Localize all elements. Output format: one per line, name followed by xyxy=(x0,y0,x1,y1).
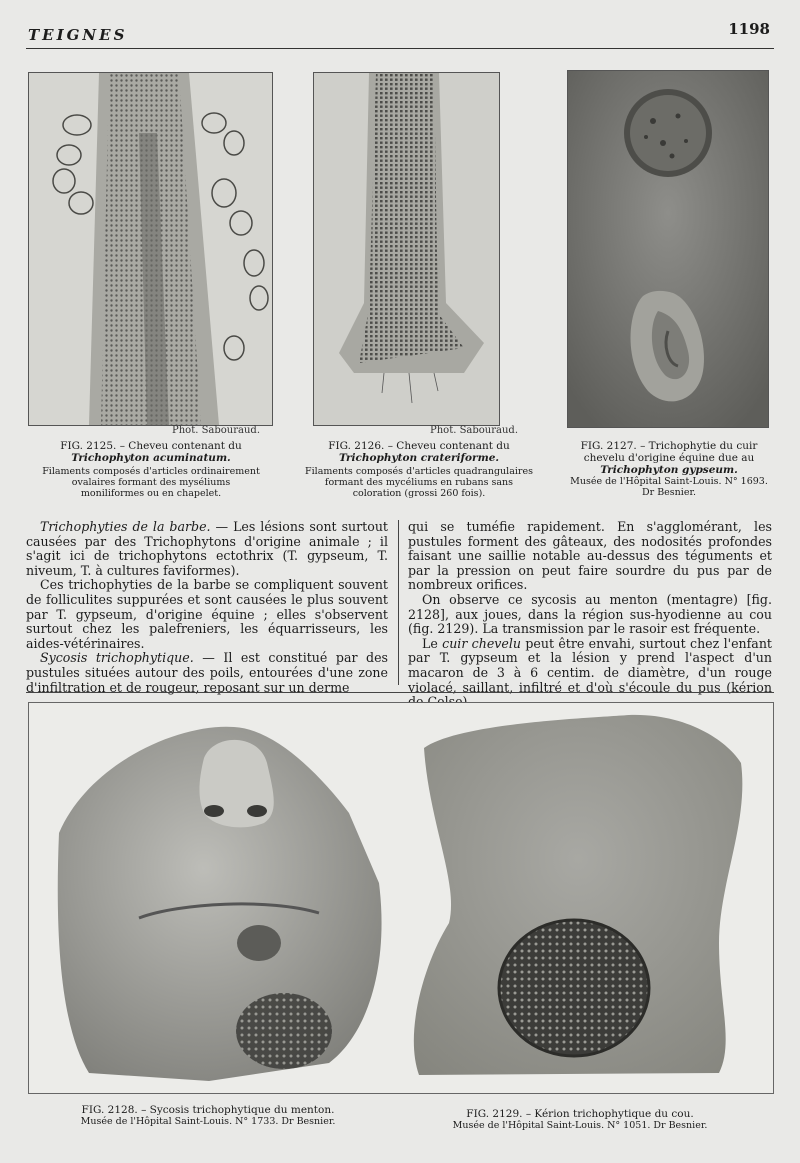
figure-2127-doctor: Dr Besnier. xyxy=(642,487,696,498)
paragraph-cuir-chevelu xyxy=(408,637,772,710)
figure-2127-species: Trichophyton gypseum. xyxy=(600,464,738,476)
header-rule xyxy=(26,48,774,49)
text-column-left xyxy=(26,520,388,695)
figure-2128-label: FIG. 2128. xyxy=(81,1104,138,1116)
section-rule xyxy=(26,692,774,693)
figure-2125-title: – Cheveu contenant du xyxy=(119,440,242,452)
paragraph-pustules: qui se tuméfie rapidement. En s'agglomérant, les pustules forment des gâteaux, des nodosités profondes faisant une saillie notable au-dessus des téguments et par la pression on peut faire sourdre du pus par de nombreux orifices. xyxy=(408,519,772,593)
micrograph-hair-acuminatum xyxy=(29,73,272,425)
term-cuir-chevelu: cuir chevelu xyxy=(442,635,521,651)
bottom-plate xyxy=(28,702,774,1094)
figure-2125-species: Trichophyton acuminatum. xyxy=(71,452,231,464)
figure-2127-caption xyxy=(560,440,778,498)
figure-2125-caption xyxy=(40,440,262,499)
page-number: 1198 xyxy=(728,20,770,38)
figure-2126-label: FIG. 2126. xyxy=(328,440,385,452)
paragraph-cuir-chevelu-pre: Le xyxy=(422,635,443,651)
paragraph-barbe-text: — Les lésions sont surtout causées par des Trichophytons d'origine animale ; il s'agit ici de trichophytons ectothrix (T. gypseum, T. niveum, T. à cultures faviformes). xyxy=(26,519,388,578)
paragraph-complications: Ces trichophyties de la barbe se compliquent souvent de folliculites suppurées et sont causées le plus souvent par T. gypseum, d'origine équine ; elles s'observent surtout chez les palefreniers, les équarrisseurs, les aides-vétérinaires. xyxy=(26,577,388,651)
figure-2126-credit: Phot. Sabouraud. xyxy=(430,425,519,436)
figure-2129-title: – Kérion trichophytique du cou. xyxy=(525,1108,694,1120)
figure-2125-label: FIG. 2125. xyxy=(60,440,117,452)
figure-2127-label: FIG. 2127. xyxy=(580,440,637,452)
figure-2128-caption xyxy=(48,1104,368,1127)
figure-2127-museum: Musée de l'Hôpital Saint-Louis. N° 1693. xyxy=(570,476,768,487)
figure-2128-title: – Sycosis trichophytique du menton. xyxy=(141,1104,335,1116)
figure-2125-credit: Phot. Sabouraud. xyxy=(172,425,261,436)
paragraph-sycosis-text: — Il est constitué par des pustules situées autour des poils, entourées d'une zone d'infiltration et de rougeur, reposant sur un derme xyxy=(26,650,388,695)
wax-moulages-photo xyxy=(29,703,773,1093)
running-title: TEIGNES xyxy=(28,26,128,44)
figure-2129-label: FIG. 2129. xyxy=(466,1108,523,1120)
figure-2126-title: – Cheveu contenant du xyxy=(387,440,510,452)
heading-sycosis: Sycosis trichophytique. xyxy=(40,650,194,666)
figure-2126-photo xyxy=(313,72,500,426)
figure-2127-title: – Trichophytie du cuir chevelu d'origine équine due au xyxy=(583,440,758,464)
figure-2129-museum: Musée de l'Hôpital Saint-Louis. N° 1051. Dr Besnier. xyxy=(452,1120,708,1131)
paragraph-barbe xyxy=(26,520,388,578)
column-divider xyxy=(398,520,399,685)
paragraph-localisation: On observe ce sycosis au menton (mentagre) [fig. 2128], aux joues, dans la région sus-hyodienne au cou (fig. 2129). La transmission par le rasoir est fréquente. xyxy=(408,591,772,637)
figure-2125-photo xyxy=(28,72,273,426)
figure-2126-species: Trichophyton crateriforme. xyxy=(338,452,500,464)
text-column-right xyxy=(408,520,772,710)
figure-2126-caption xyxy=(305,440,533,499)
figure-2125-description: Filaments composés d'articles ordinairement ovalaires formant des myséliums moniliformes ou en chapelet. xyxy=(42,466,260,499)
figure-2128-museum: Musée de l'Hôpital Saint-Louis. N° 1733. Dr Besnier. xyxy=(80,1116,336,1127)
figure-2129-caption xyxy=(420,1108,740,1131)
photo-scalp-ear xyxy=(568,71,768,427)
figure-2127-photo xyxy=(567,70,769,428)
paragraph-cuir-chevelu-text: peut être envahi, surtout chez l'enfant par T. gypseum et la lésion y prend l'aspect d'un macaron de 3 à 6 centim. de diamètre, d'un rouge violacé, saillant, infiltré et d'où s'écoule du pus (kérion xyxy=(408,635,772,695)
figure-2126-description: Filaments composés d'articles quadrangulaires formant des mycéliums en rubans sans coloration (grossi 260 fois). xyxy=(305,466,533,499)
heading-trichophyties-barbe: Trichophyties de la barbe. xyxy=(40,519,211,534)
micrograph-hair-crateriforme xyxy=(314,73,499,425)
paragraph-sycosis xyxy=(26,651,388,695)
